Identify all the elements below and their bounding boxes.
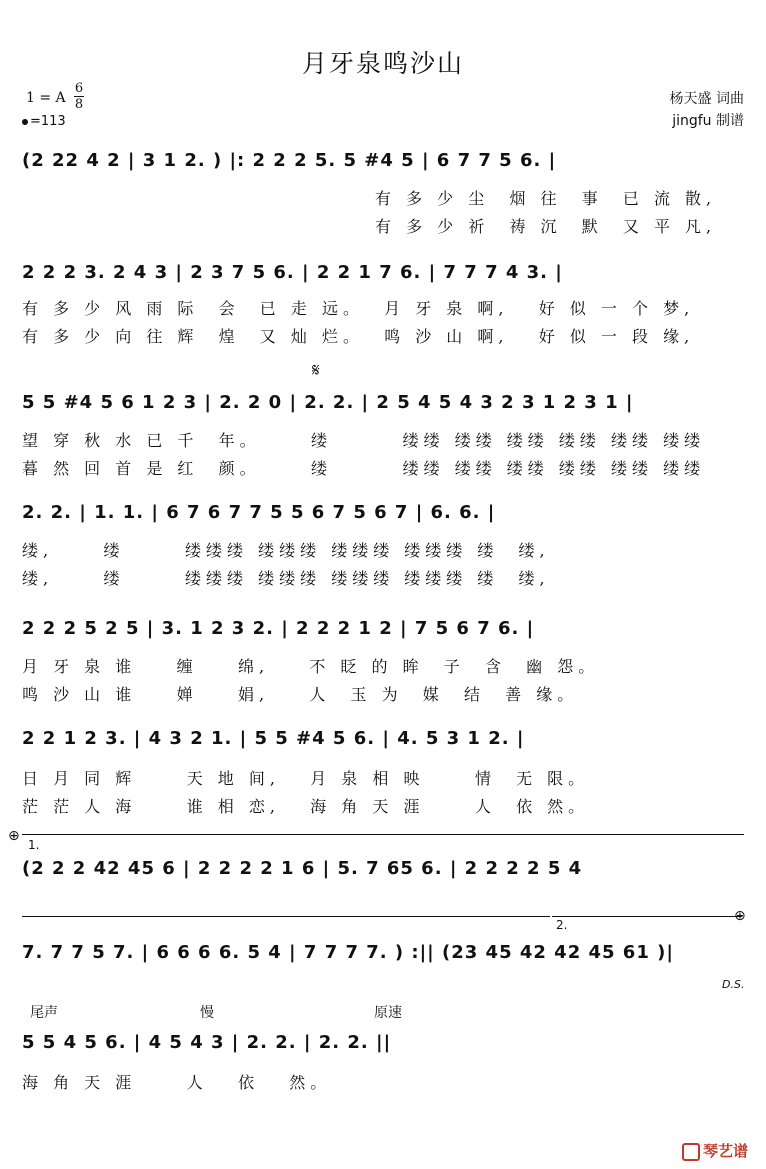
time-signature xyxy=(74,82,84,111)
quarter-note-icon xyxy=(21,118,29,126)
volta-1-label: 1. xyxy=(28,838,40,852)
notation-row-6 xyxy=(22,728,746,754)
key-signature: 1 = A xyxy=(26,90,66,106)
logo-icon xyxy=(682,1143,700,1161)
segno-sign: 𝄋 xyxy=(312,360,320,381)
notation-row-1 xyxy=(22,150,746,176)
notation-line: 2. 2. | 1. 1. | 6 7 6 7 7 5 5 6 7 5 6 7 | 6. 6. | xyxy=(22,502,496,523)
tempo-marking xyxy=(22,114,66,129)
lyric-verse2-row1: 有 多 少 祈 祷 沉 默 又 平 凡, xyxy=(22,217,717,236)
lyric-verse1-row3: 望 穿 秋 水 已 千 年。 缕 缕缕 缕缕 缕缕 缕缕 缕缕 缕缕 xyxy=(22,431,706,450)
composer-credit: 杨天盛 词曲 xyxy=(669,91,744,107)
notation-line: 2 2 2 3. 2 4 3 | 2 3 7 5 6. | 2 2 1 7 6. | 7 7 7 4 3. | xyxy=(22,262,563,283)
notation-line: 7. 7 7 5 7. | 6 6 6 6. 5 4 | 7 7 7 7. ) :|| (23 45 42 42 45 61 )| xyxy=(22,942,674,963)
lyric-outro: 海 角 天 涯 人 依 然。 xyxy=(22,1073,332,1092)
notation-row-3 xyxy=(22,392,746,418)
logo-text: 琴艺谱 xyxy=(702,1142,748,1160)
lyric-verse1-row5: 月 牙 泉 谁 缠 绵, 不 眨 的 眸 子 含 幽 怨。 xyxy=(22,657,600,676)
song-title: 月牙泉鸣沙山 xyxy=(301,49,464,78)
lyric-verse2-row3: 暮 然 回 首 是 红 颜。 缕 缕缕 缕缕 缕缕 缕缕 缕缕 缕缕 xyxy=(22,459,706,478)
lyric-verse2-row5: 鸣 沙 山 谁 婵 娟, 人 玉 为 媒 结 善 缘。 xyxy=(22,685,579,704)
site-logo xyxy=(682,1140,748,1161)
lyric-verse1-row6: 日 月 同 辉 天 地 间, 月 泉 相 映 情 无 限。 xyxy=(22,769,590,788)
notation-line: 2 2 2 5 2 5 | 3. 1 2 3 2. | 2 2 2 1 2 | 7 5 6 7 6. | xyxy=(22,618,535,639)
lyric-verse1-row1: 有 多 少 尘 烟 往 事 已 流 散, xyxy=(22,189,717,208)
notation-row-4 xyxy=(22,502,746,528)
lyric-verse2-row2: 有 多 少 向 往 辉 煌 又 灿 烂。 鸣 沙 山 啊, 好 似 一 段 缘, xyxy=(22,327,695,346)
volta-bracket-2 xyxy=(552,916,742,917)
time-signature-bottom: 8 xyxy=(74,97,84,112)
notation-line: 5 5 4 5 6. | 4 5 4 3 | 2. 2. | 2. 2. || xyxy=(22,1032,392,1053)
lyric-verse1-row4: 缕, 缕 缕缕缕 缕缕缕 缕缕缕 缕缕缕 缕 缕, xyxy=(22,541,550,560)
volta-bracket-1 xyxy=(22,834,744,835)
notation-row-2 xyxy=(22,262,746,288)
outro-label: 尾声 xyxy=(30,1005,58,1021)
notation-row-9 xyxy=(22,1032,746,1058)
original-speed-marking: 原速 xyxy=(374,1005,402,1021)
notation-line: (2 22 4 2 | 3 1 2. ) |: 2 2 2 5. 5 #4 5 | 6 7 7 5 6. | xyxy=(22,150,557,171)
tempo-value: =113 xyxy=(30,114,66,129)
notation-line: (2 2 2 42 45 6 | 2 2 2 2 1 6 | 5. 7 65 6. | 2 2 2 2 5 4 xyxy=(22,858,583,879)
notation-row-8 xyxy=(22,942,746,968)
ds-marking: D.S. xyxy=(722,978,745,991)
lyric-verse1-row2: 有 多 少 风 雨 际 会 已 走 远。 月 牙 泉 啊, 好 似 一 个 梦, xyxy=(22,299,695,318)
coda-sign-end: ⊕ xyxy=(734,908,746,924)
volta-bracket-1-end xyxy=(22,916,550,917)
time-signature-top: 6 xyxy=(74,81,84,96)
notation-line: 2 2 1 2 3. | 4 3 2 1. | 5 5 #4 5 6. | 4. 5 3 1 2. | xyxy=(22,728,525,749)
lyric-verse2-row4: 缕, 缕 缕缕缕 缕缕缕 缕缕缕 缕缕缕 缕 缕, xyxy=(22,569,550,588)
notation-row-5 xyxy=(22,618,746,644)
notation-row-7 xyxy=(22,858,746,884)
slow-marking: 慢 xyxy=(200,1005,214,1021)
coda-sign: ⊕ xyxy=(8,828,20,844)
transcriber-credit: jingfu 制谱 xyxy=(672,113,744,129)
volta-2-label: 2. xyxy=(556,918,568,932)
notation-line: 5 5 #4 5 6 1 2 3 | 2. 2 0 | 2. 2. | 2 5 4 5 4 3 2 3 1 2 3 1 | xyxy=(22,392,634,413)
lyric-verse2-row6: 茫 茫 人 海 谁 相 恋, 海 角 天 涯 人 依 然。 xyxy=(22,797,590,816)
